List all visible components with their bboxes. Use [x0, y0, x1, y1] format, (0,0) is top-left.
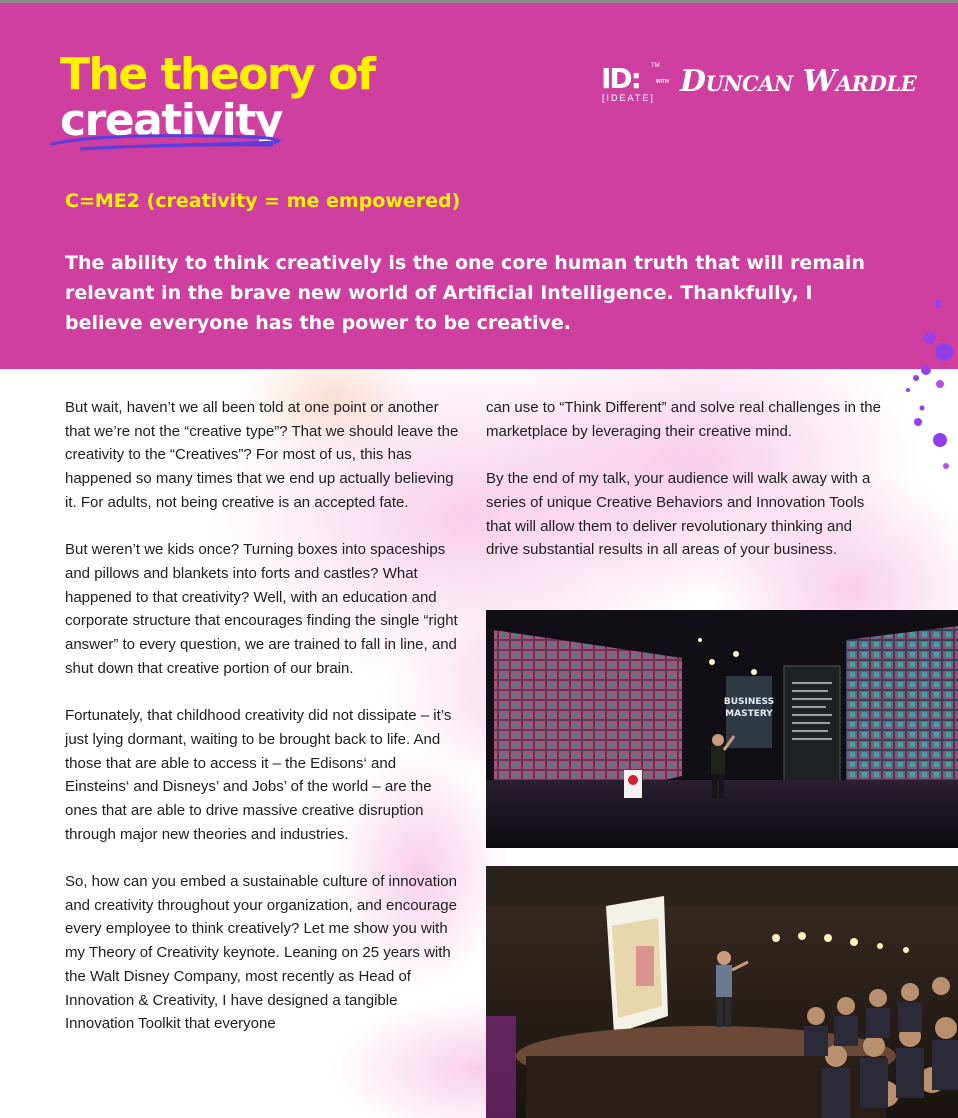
intro-paragraph: The ability to think creatively is the one core human truth that will remain relevant in the brave new world of Artificial Intelligence. Thankfully, I believe everyone has the power to be creative. — [65, 252, 865, 334]
underline-scribble — [50, 128, 290, 156]
trademark-mark: TM — [651, 63, 660, 69]
title-line-1: The theory of — [60, 49, 375, 100]
logo-with-label: WITH — [656, 79, 669, 85]
ideate-logo-tagline: [IDEATE] — [602, 93, 655, 103]
workshop-audience-photo — [486, 866, 958, 1118]
left-column — [65, 396, 460, 1060]
duncan-wardle-logo: Duncan Wardle — [680, 64, 917, 99]
title-line-2: creativity — [60, 95, 282, 146]
ideate-logo-mark: ID: — [601, 62, 640, 95]
right-column — [486, 396, 886, 586]
body-paragraph-5: can use to “Think Different” and solve real challenges in the marketplace by leveraging their creative mind. — [486, 399, 881, 440]
body-paragraph-4: So, how can you embed a sustainable culture of innovation and creativity throughout your organization, and encourage every employee to think creatively? Let me show you with my Theory of Creativity keynote. Leaning on 25 years with the Walt Disney Company, most recently as Head of Innovation & Creativity, I have designed a tangible Innovation Toolkit that everyone — [65, 873, 457, 1033]
keynote-stage-photo-illustration — [486, 610, 958, 848]
keynote-stage-photo — [486, 610, 958, 848]
workshop-audience-photo-illustration — [486, 866, 958, 1118]
body-paragraph-2: But weren’t we kids once? Turning boxes into spaceships and pillows and blankets into forts and castles? What happened to that creativity? Well, with an education and corporate structure that encourages finding the single “right answer” to every question, we are trained to fall in line, and shut down that creative portion of our brain. — [65, 541, 458, 677]
subheading: C=ME2 (creativity = me empowered) — [65, 190, 461, 212]
body-paragraph-6: By the end of my talk, your audience will walk away with a series of unique Creative Behaviors and Innovation Tools that will allow them to deliver revolutionary thinking and drive substantial results in all areas of your business. — [486, 470, 871, 559]
stage-banner-line-2: MASTERY — [725, 709, 773, 719]
body-paragraph-1: But wait, haven’t we all been told at one point or another that we’re not the “creative type”? That we should leave the creativity to the “Creatives”? For most of us, this has happened so many times that we end up actually believing it. For adults, not being creative is an accepted fate. — [65, 399, 459, 511]
body-paragraph-3: Fortunately, that childhood creativity did not dissipate – it’s just lying dormant, waiting to be brought back to life. And those that are able to access it – the Edisons‘ and Einsteins‘ and Disneys’ and Jobs’ of the world – are the ones that are able to drive massive creative disruption through major new theories and industries. — [65, 707, 452, 843]
stage-banner-line-1: BUSINESS — [723, 697, 775, 707]
